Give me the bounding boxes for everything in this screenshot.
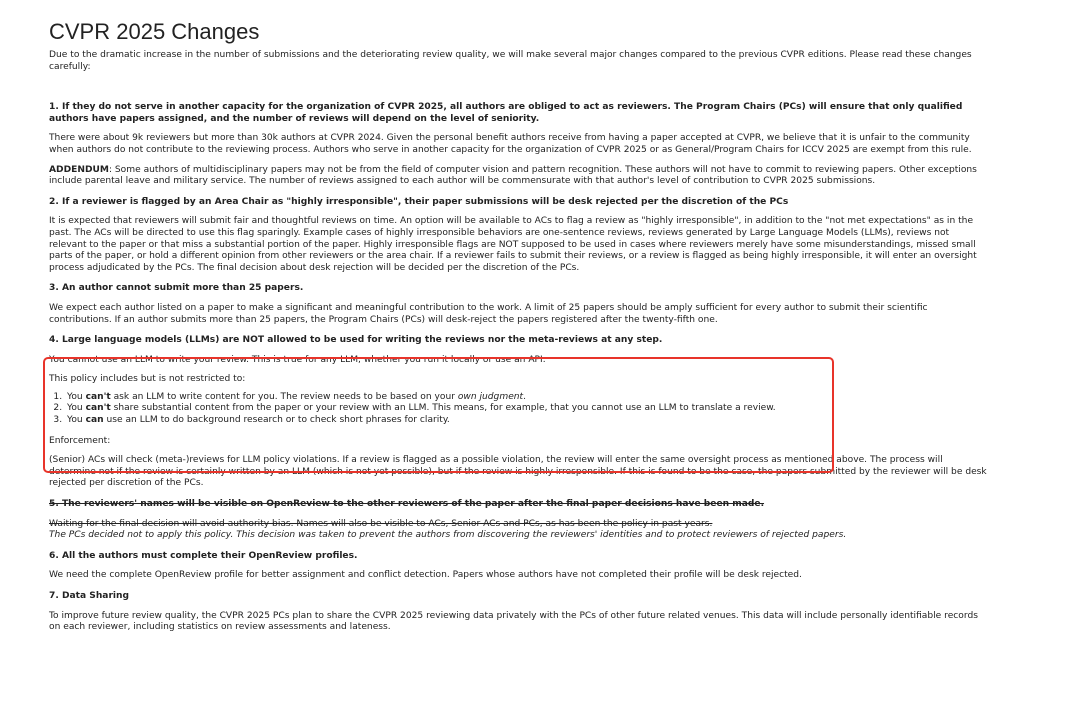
addendum-body: : Some authors of multidisciplinary papers may not be from the field of computer vision and pattern recognition. These authors will not have to commit to reviewing papers. Other exceptions include parental leave and military service. The number of reviews assigned to each author will be commensurate with that author's level of contribution to CVPR 2025 submissions. [49,164,977,187]
section-2-heading: 2. If a reviewer is flagged by an Area Chair as "highly irresponsible", their paper submissions will be desk rejected per the discretion of the PCs [49,196,789,207]
section-6-body: We need the complete OpenReview profile for better assignment and conflict detection. Papers whose authors have not completed their profile will be desk rejected. [49,570,802,581]
section-1-body: There were about 9k reviewers but more than 30k authors at CVPR 2024. Given the personal benefit authors receive from having a paper accepted at CVPR, we believe that it is unfair to the community when authors do not contribute to the reviewing process. Authors who serve in another capacity for the organization of CVPR 2025 or as General/Program Chairs for ICCV 2025 are exempt from this rule. [49,133,972,155]
intro-text: Due to the dramatic increase in the number of submissions and the deteriorating review quality, we will make several major changes compared to the previous CVPR editions. Please read these changes carefully: [49,50,972,72]
list-item: 2. You can't share substantial content from the paper or your review with an LLM. This means, for example, that you cannot use an LLM to translate a review. [65,403,1080,415]
section-5-body: Waiting for the final decision will avoid authority bias. Names will also be visible to ACs, Senior ACs and PCs, as has been the policy in past years. [49,518,713,529]
section-4-body-2: This policy includes but is not restricted to: [49,374,246,385]
section-3-body: We expect each author listed on a paper to make a significant and meaningful contribution to the work. A limit of 25 papers should be amply sufficient for every author to submit their scientific contributions. If an author submits more than 25 papers, the Program Chairs (PCs) will desk-reject the papers registered after the twenty-fifth one. [49,302,928,325]
page-title: CVPR 2025 Changes [49,19,260,44]
section-4-heading: 4. Large language models (LLMs) are NOT allowed to be used for writing the reviews nor the meta-reviews at any step. [49,335,663,346]
section-7-body: To improve future review quality, the CVPR 2025 PCs plan to share the CVPR 2025 reviewing data privately with the PCs of other future related venues. This data will include personally identifiable records on each reviewer, including statistics on review assessments and lateness. [49,610,978,633]
section-2-body: It is expected that reviewers will submit fair and thoughtful reviews on time. An option will be available to ACs to flag a review as "highly irresponsible", in addition to the "not met expectations" as in the past. The ACs will be directed to use this flag sparingly. Example cases of highly irresponsible behaviors are one-sentence reviews, reviews generated by Large Language Models (LLMs), reviews not relevant to the paper or that miss a substantial portion of the paper. Highly irresponsible flags are NOT supposed to be used in cases where reviewers merely have some misunderstandings, missed small parts of the paper, or hold a different opinion from other reviewers or the area chair. If a reviewer fails to submit their reviews, or a review is flagged as being highly irresponsible, it will enter an oversight process adjudicated by the PCs. The final decision about desk rejection will be decided per the discretion of the PCs. [49,216,977,273]
section-5-note: The PCs decided not to apply this policy. This decision was taken to prevent the authors from discovering the reviewers' identities and to protect reviewers of rejected papers. [49,530,847,541]
section-1-addendum [49,165,989,188]
enforcement-label: Enforcement: [49,435,111,446]
enforcement-body: (Senior) ACs will check (meta-)reviews for LLM policy violations. If a review is flagged as a possible violation, the review will enter the same oversight process as mentioned above. The process will determine not if the review is certainly written by an LLM (which is not yet possible), but if the review is highly irresponsible. If this is found to be the case, the papers submitted by the reviewer will be desk rejected per discretion of the PCs. [49,455,987,489]
llm-section-highlight-box [43,357,834,473]
list-item: 1. You can't ask an LLM to write content for you. The review needs to be based on your own judgment. [65,392,1080,404]
list-item: 3. You can use an LLM to do background research or to check short phrases for clarity. [65,415,1080,427]
addendum-label: ADDENDUM [49,164,109,175]
section-5-heading: 5. The reviewers' names will be visible on OpenReview to the other reviewers of the paper after the final paper decisions have been made. [49,499,765,510]
section-6-heading: 6. All the authors must complete their OpenReview profiles. [49,550,358,561]
section-4-body-1: You cannot use an LLM to write your review. This is true for any LLM, whether you run it locally or use an API. [49,354,546,365]
section-7-heading: 7. Data Sharing [49,591,130,601]
section-1-heading: 1. If they do not serve in another capacity for the organization of CVPR 2025, all authors are obliged to act as reviewers. The Program Chairs (PCs) will ensure that only qualified authors have papers assigned, and the number of reviews will depend on the level of seniority. [49,102,963,124]
section-3-heading: 3. An author cannot submit more than 25 papers. [49,283,304,294]
